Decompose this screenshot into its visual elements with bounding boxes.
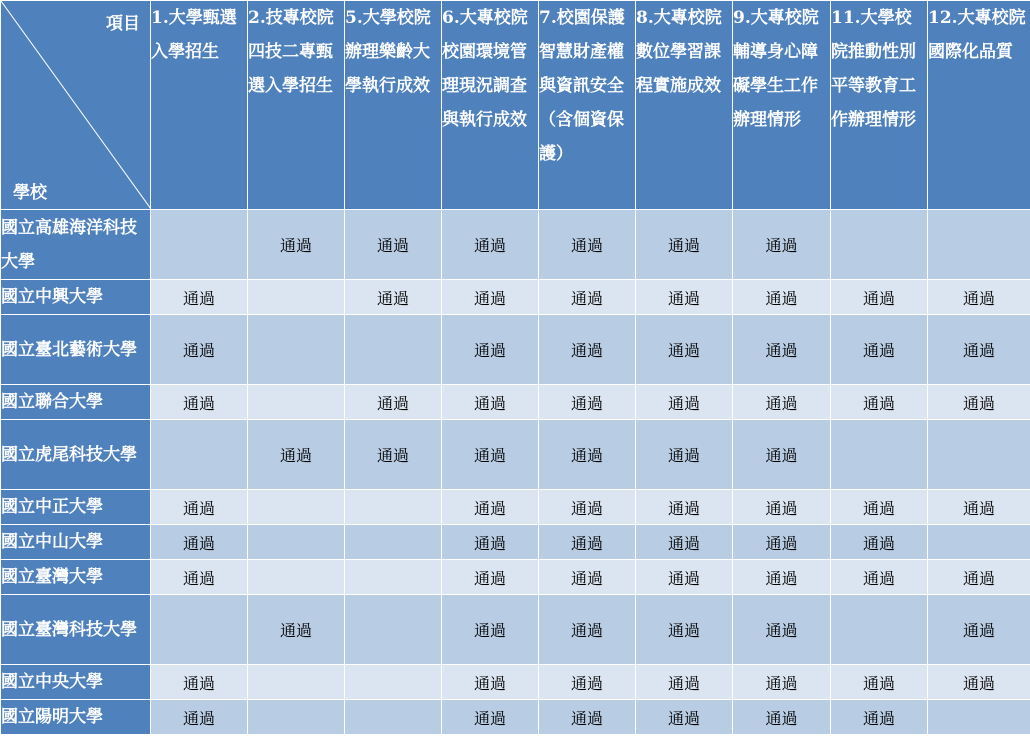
result-cell: 通過	[636, 525, 733, 560]
result-cell: 通過	[442, 525, 539, 560]
result-cell: 通過	[831, 315, 928, 385]
result-cell	[928, 420, 1030, 490]
school-name: 國立中央大學	[1, 665, 151, 700]
result-cell: 通過	[733, 700, 831, 735]
result-cell: 通過	[636, 385, 733, 420]
result-cell: 通過	[733, 280, 831, 315]
table-row	[1, 665, 1030, 700]
result-cell: 通過	[636, 420, 733, 490]
result-cell: 通過	[928, 560, 1030, 595]
result-cell: 通過	[151, 560, 248, 595]
header-row	[1, 1, 1030, 210]
school-name: 國立臺北藝術大學	[1, 315, 151, 385]
result-cell	[151, 420, 248, 490]
result-cell	[248, 315, 345, 385]
table-row	[1, 700, 1030, 735]
result-cell: 通過	[636, 700, 733, 735]
result-cell: 通過	[831, 560, 928, 595]
result-cell: 通過	[733, 490, 831, 525]
result-cell	[248, 490, 345, 525]
result-cell: 通過	[636, 665, 733, 700]
result-cell: 通過	[831, 665, 928, 700]
result-cell: 通過	[831, 385, 928, 420]
result-cell	[345, 560, 442, 595]
result-cell: 通過	[539, 420, 636, 490]
result-cell: 通過	[636, 490, 733, 525]
column-header: 8.大專校院數位學習課程實施成效	[636, 1, 733, 210]
result-cell: 通過	[733, 385, 831, 420]
result-cell: 通過	[442, 560, 539, 595]
table-row	[1, 560, 1030, 595]
result-cell: 通過	[831, 490, 928, 525]
corner-header	[1, 1, 151, 210]
result-cell: 通過	[636, 315, 733, 385]
result-cell: 通過	[636, 560, 733, 595]
result-cell: 通過	[345, 420, 442, 490]
result-cell: 通過	[928, 490, 1030, 525]
school-name: 國立虎尾科技大學	[1, 420, 151, 490]
result-cell: 通過	[248, 420, 345, 490]
school-name: 國立中興大學	[1, 280, 151, 315]
result-cell: 通過	[928, 385, 1030, 420]
result-cell: 通過	[539, 490, 636, 525]
result-cell: 通過	[831, 700, 928, 735]
result-cell: 通過	[442, 210, 539, 280]
school-name: 國立高雄海洋科技大學	[1, 210, 151, 280]
result-cell: 通過	[151, 490, 248, 525]
result-cell: 通過	[539, 595, 636, 665]
result-cell	[345, 700, 442, 735]
result-cell: 通過	[733, 525, 831, 560]
result-cell: 通過	[733, 665, 831, 700]
school-name: 國立聯合大學	[1, 385, 151, 420]
result-cell: 通過	[151, 665, 248, 700]
result-cell: 通過	[248, 210, 345, 280]
result-cell: 通過	[442, 665, 539, 700]
column-header: 5.大學校院辦理樂齡大學執行成效	[345, 1, 442, 210]
table-row	[1, 210, 1030, 280]
result-cell: 通過	[345, 280, 442, 315]
result-cell: 通過	[151, 315, 248, 385]
result-cell: 通過	[733, 560, 831, 595]
result-cell: 通過	[539, 665, 636, 700]
column-header: 6.大專校院校園環境管理現況調查與執行成效	[442, 1, 539, 210]
table-row	[1, 595, 1030, 665]
result-cell: 通過	[539, 280, 636, 315]
result-cell	[248, 280, 345, 315]
result-cell	[345, 665, 442, 700]
result-cell: 通過	[151, 280, 248, 315]
result-cell: 通過	[831, 525, 928, 560]
result-cell: 通過	[733, 210, 831, 280]
result-cell: 通過	[539, 700, 636, 735]
table-row	[1, 315, 1030, 385]
school-name: 國立中正大學	[1, 490, 151, 525]
result-cell	[248, 700, 345, 735]
result-cell: 通過	[442, 280, 539, 315]
result-cell: 通過	[636, 210, 733, 280]
column-header: 1.大學甄選入學招生	[151, 1, 248, 210]
result-cell: 通過	[442, 420, 539, 490]
column-header: 11.大學校院推動性別平等教育工作辦理情形	[831, 1, 928, 210]
result-cell	[831, 595, 928, 665]
school-name: 國立臺灣大學	[1, 560, 151, 595]
result-cell	[345, 525, 442, 560]
result-cell: 通過	[345, 385, 442, 420]
result-cell: 通過	[831, 280, 928, 315]
result-cell	[248, 525, 345, 560]
table-row	[1, 525, 1030, 560]
result-cell: 通過	[151, 385, 248, 420]
result-cell	[831, 210, 928, 280]
table-row	[1, 385, 1030, 420]
result-cell: 通過	[345, 210, 442, 280]
result-cell: 通過	[151, 700, 248, 735]
result-cell: 通過	[928, 665, 1030, 700]
result-cell	[345, 490, 442, 525]
result-cell: 通過	[539, 315, 636, 385]
result-cell: 通過	[539, 525, 636, 560]
column-header: 12.大專校院國際化品質	[928, 1, 1030, 210]
school-name: 國立陽明大學	[1, 700, 151, 735]
column-header: 9.大專校院輔導身心障礙學生工作辦理情形	[733, 1, 831, 210]
result-cell: 通過	[733, 595, 831, 665]
result-cell	[928, 210, 1030, 280]
result-cell: 通過	[442, 595, 539, 665]
result-cell: 通過	[442, 700, 539, 735]
result-cell	[345, 315, 442, 385]
result-cell	[151, 595, 248, 665]
result-cell: 通過	[636, 280, 733, 315]
column-header: 2.技專校院四技二專甄選入學招生	[248, 1, 345, 210]
result-cell: 通過	[928, 280, 1030, 315]
result-cell: 通過	[248, 595, 345, 665]
corner-school-label: 學校	[13, 183, 47, 203]
result-cell: 通過	[733, 315, 831, 385]
result-cell: 通過	[733, 420, 831, 490]
result-cell	[248, 385, 345, 420]
result-cell: 通過	[442, 490, 539, 525]
result-cell	[151, 210, 248, 280]
table-row	[1, 420, 1030, 490]
result-cell: 通過	[442, 315, 539, 385]
result-cell	[928, 525, 1030, 560]
school-name: 國立中山大學	[1, 525, 151, 560]
school-name: 國立臺灣科技大學	[1, 595, 151, 665]
result-cell: 通過	[636, 595, 733, 665]
table-row	[1, 490, 1030, 525]
result-cell: 通過	[539, 560, 636, 595]
column-header: 7.校園保護智慧財產權與資訊安全（含個資保護）	[539, 1, 636, 210]
result-cell	[248, 560, 345, 595]
result-cell: 通過	[928, 315, 1030, 385]
result-cell: 通過	[539, 385, 636, 420]
result-cell	[345, 595, 442, 665]
result-cell: 通過	[539, 210, 636, 280]
result-cell: 通過	[442, 385, 539, 420]
corner-item-label: 項目	[106, 14, 140, 34]
result-cell	[248, 665, 345, 700]
result-cell: 通過	[928, 595, 1030, 665]
table-row	[1, 280, 1030, 315]
result-cell: 通過	[151, 525, 248, 560]
result-cell	[831, 420, 928, 490]
result-cell	[928, 700, 1030, 735]
